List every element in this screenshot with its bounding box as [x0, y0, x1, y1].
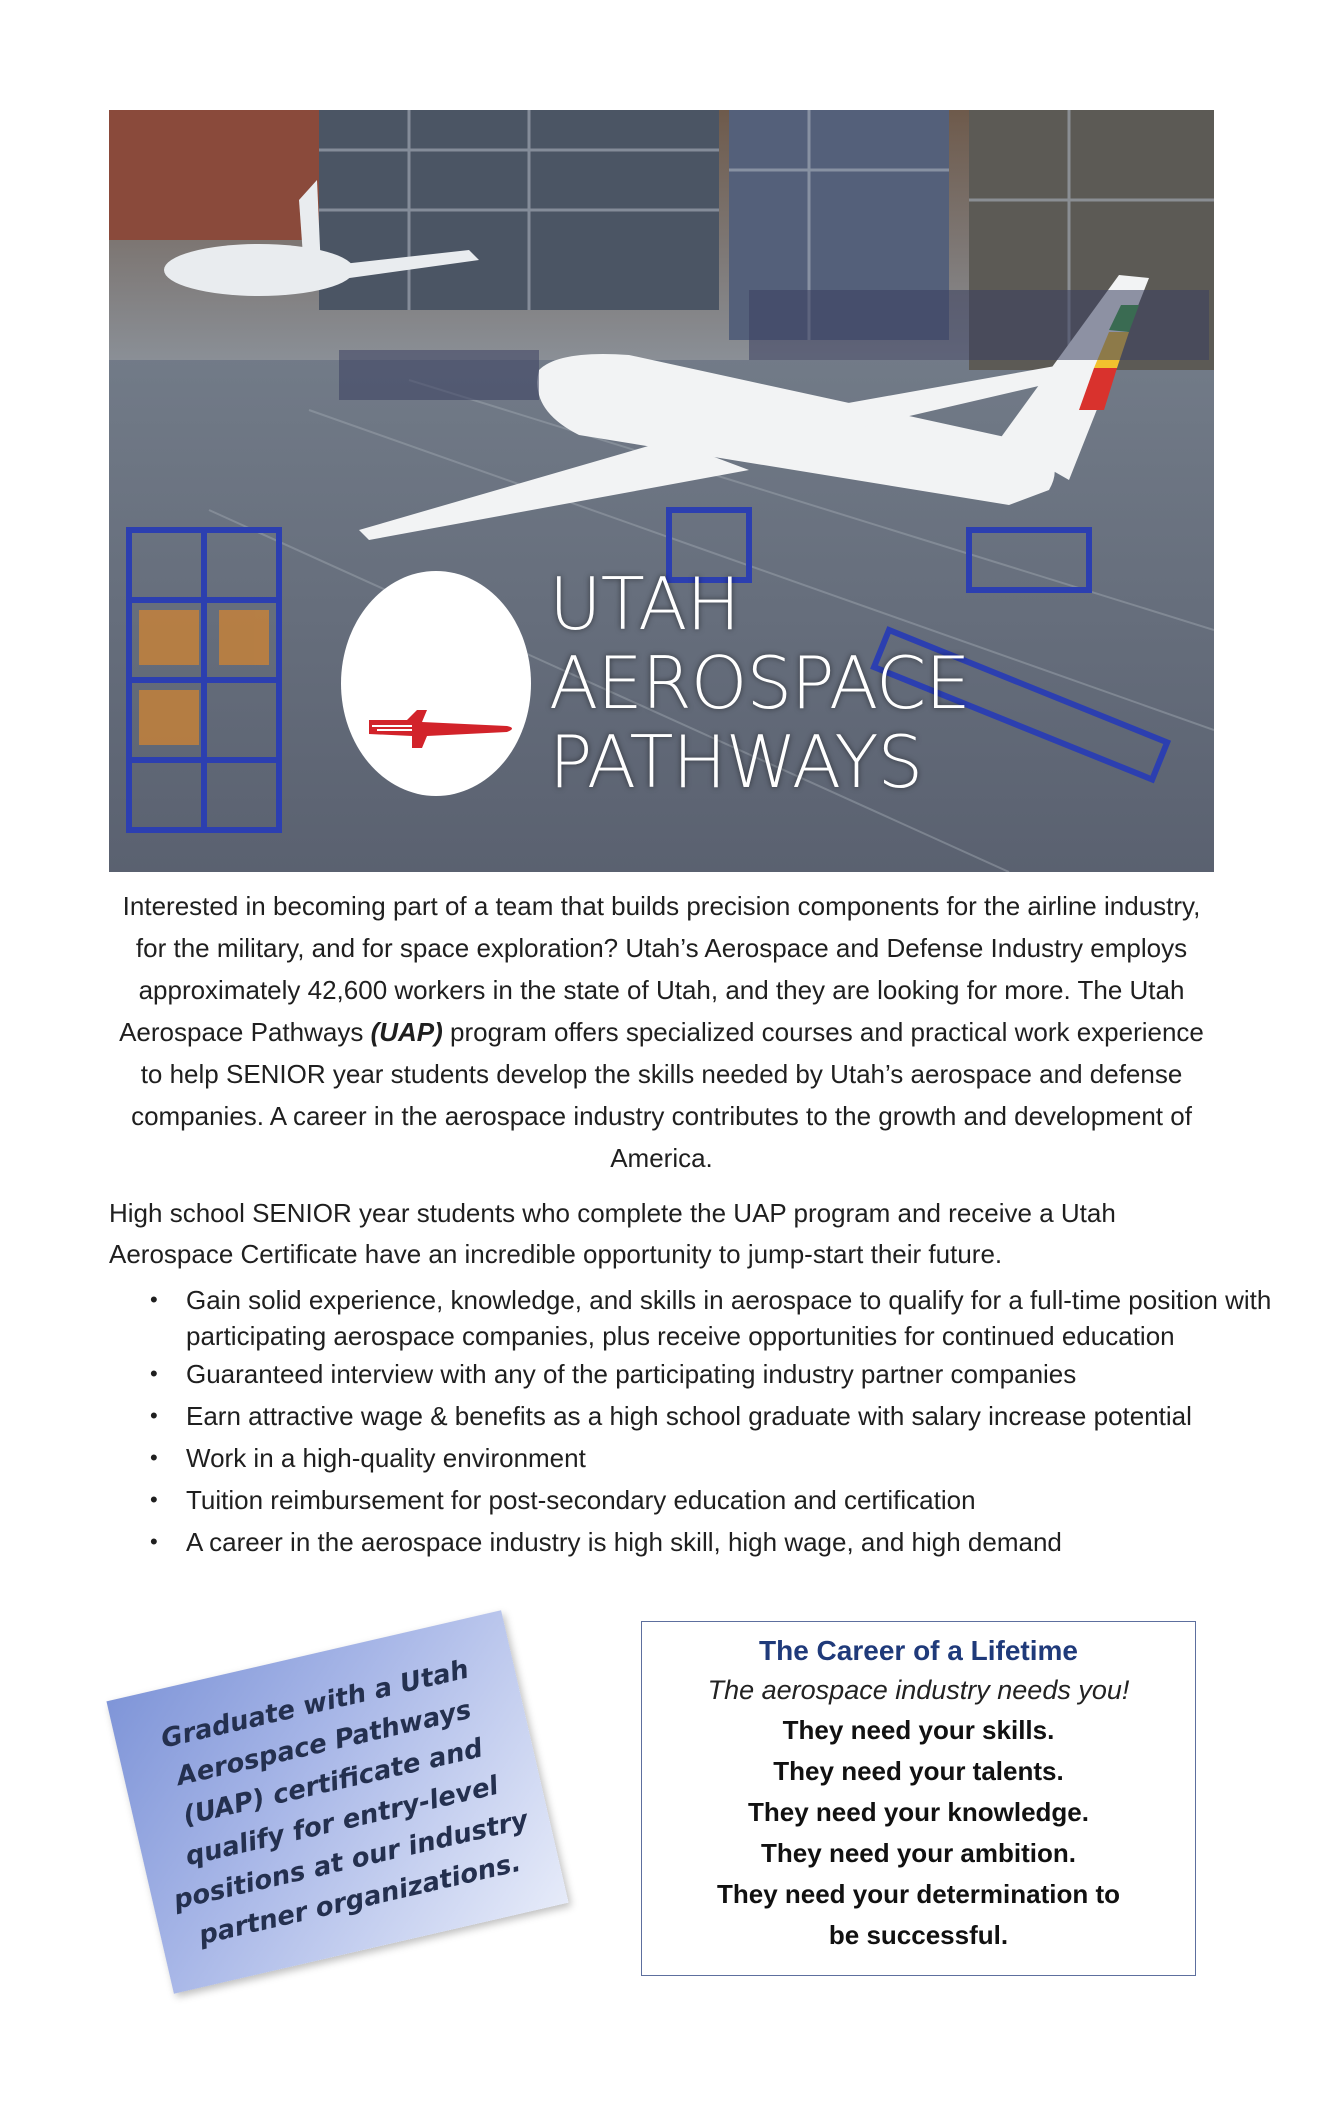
list-item-text: Earn attractive wage & benefits as a high school graduate with salary increase potential: [186, 1401, 1192, 1431]
bullet-icon: •: [150, 1445, 158, 1470]
career-line: be successful.: [828, 1920, 1009, 1950]
career-line: They need your ambition.: [761, 1838, 1076, 1868]
bullet-icon: •: [150, 1529, 158, 1554]
logo-line-1: UTAH: [549, 562, 740, 646]
plane-logo-icon: [367, 700, 517, 760]
bullet-icon: •: [150, 1287, 158, 1312]
logo-line-3: PATHWAYS: [549, 720, 923, 804]
list-item: [146, 1282, 1296, 1354]
list-item-text: Work in a high-quality environment: [186, 1443, 586, 1473]
graduate-callout-card: [106, 1610, 568, 1993]
career-line: They need your determination to: [716, 1879, 1121, 1909]
list-item: [146, 1398, 1296, 1434]
list-item-text: A career in the aerospace industry is high skill, high wage, and high demand: [186, 1527, 1062, 1557]
logo-wordmark: [549, 562, 970, 804]
benefits-list: [146, 1282, 1296, 1566]
career-line: They need your skills.: [782, 1715, 1055, 1745]
intro-text-2: program offers specialized courses and practical work experience to help SENIOR year students develop the skills needed by Utah’s aerospace and defense companies. A career in the aerospace industry contributes to the growth and development of America.: [131, 1017, 1204, 1173]
career-title: The Career of a Lifetime: [759, 1635, 1078, 1666]
list-item-text: Tuition reimbursement for post-secondary education and certification: [186, 1485, 976, 1515]
bullet-icon: •: [150, 1361, 158, 1386]
logo-line-2: AEROSPACE: [549, 641, 970, 725]
list-item: [146, 1356, 1296, 1392]
career-line: They need your talents.: [773, 1756, 1064, 1786]
list-item-text: Guaranteed interview with any of the participating industry partner companies: [186, 1359, 1077, 1389]
career-line: They need your knowledge.: [748, 1797, 1089, 1827]
bullet-icon: •: [150, 1403, 158, 1428]
logo-circle: [341, 571, 531, 796]
callout-text: Graduate with a Utah Aerospace Pathways (UAP) certificate and qualify for entry-level positions at our industry partner organizations.: [158, 1654, 532, 1952]
senior-paragraph: High school SENIOR year students who complete the UAP program and receive a Utah Aerospace Certificate have an incredible opportunity to jump-start their future.: [109, 1198, 1116, 1269]
intro-paragraph: [109, 885, 1214, 1179]
list-item-text: Gain solid experience, knowledge, and skills in aerospace to qualify for a full-time position with participating aerospace companies, plus receive opportunities for continued education: [186, 1285, 1272, 1351]
career-box: [641, 1621, 1196, 1976]
list-item: [146, 1524, 1296, 1560]
career-subtitle: The aerospace industry needs you!: [707, 1675, 1130, 1705]
bullet-icon: •: [150, 1487, 158, 1512]
list-item: [146, 1440, 1296, 1476]
list-item: [146, 1482, 1296, 1518]
uap-abbreviation: (UAP): [370, 1017, 443, 1047]
intro-text-1: Interested in becoming part of a team that builds precision components for the airline industry, for the military, and for space exploration? Utah’s Aerospace and Defense Industry employs approximately 42,600 workers in the state of Utah, and they are looking for more. The Utah Aerospace Pathways: [119, 891, 1201, 1047]
